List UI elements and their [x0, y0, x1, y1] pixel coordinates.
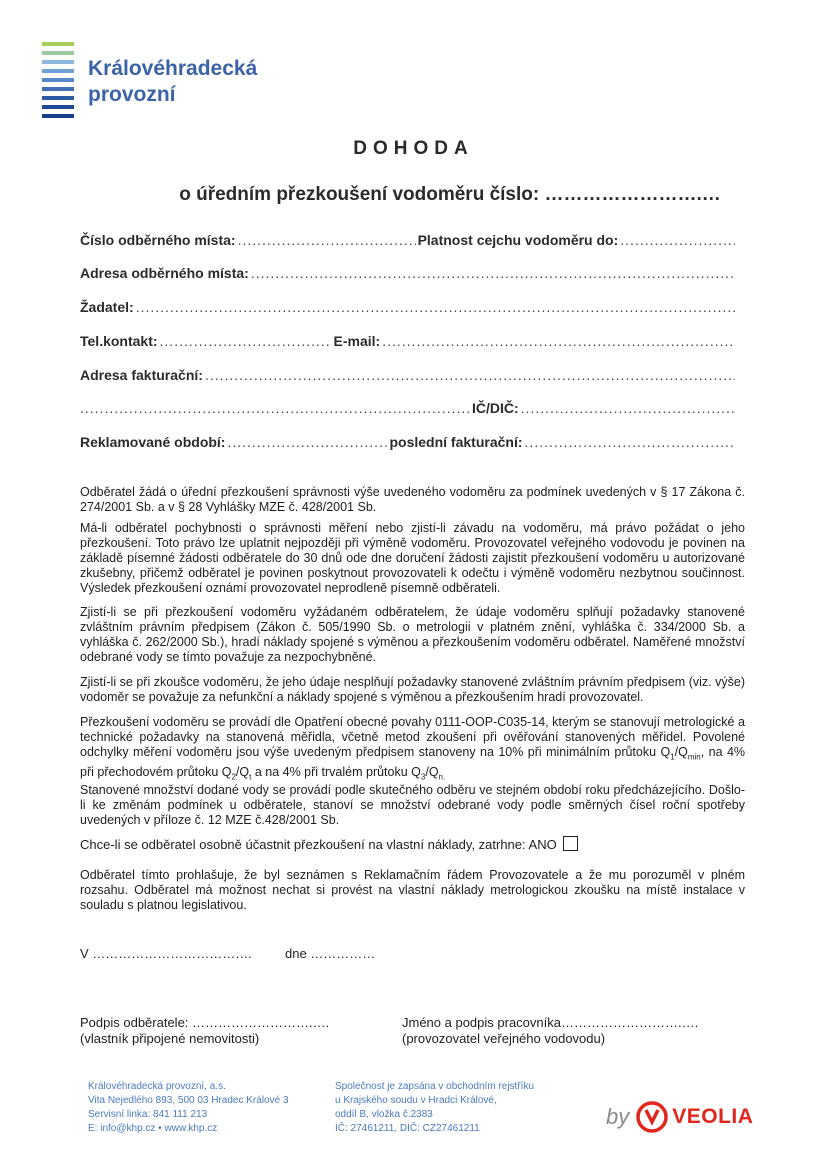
zadatel-label: Žadatel:	[80, 299, 134, 315]
form-row-obdobi	[80, 434, 737, 454]
paragraph-declaration: Odběratel tímto prohlašuje, že byl seznámen s Reklamačním řádem Provozovatele a že mu porozuměl v plném rozsahu. Odběratel má možnost nechat si provést na vlastní náklady metrologickou zkoušku na místě instalace v souladu s platnou legislativou.	[80, 868, 745, 912]
logo-bar	[42, 105, 74, 109]
form-row-kontakt	[80, 333, 737, 353]
document-title: DOHODA	[353, 138, 474, 159]
veolia-brand: VEOLIA	[672, 1105, 754, 1128]
veolia-emblem-icon	[635, 1100, 669, 1134]
form-row-ic-dic	[80, 400, 737, 420]
attend-question: Chce-li se odběratel osobně účastnit přezkoušení na vlastní náklady, zatrhne: ANO	[80, 837, 557, 852]
platnost-cejchu-label: Platnost cejchu vodoměru do:	[417, 232, 619, 248]
footer-company-info	[88, 1080, 289, 1136]
reklamovane-obdobi-label: Reklamované období:	[80, 434, 226, 450]
cislo-odberneho-mista-field[interactable]	[238, 232, 416, 248]
form-row-zadatel	[80, 299, 737, 319]
paragraph-attend	[80, 836, 745, 852]
ic-dic-label: IČ/DIČ:	[472, 400, 519, 416]
ano-checkbox[interactable]	[563, 836, 578, 851]
adresa-fakturacni-label: Adresa fakturační:	[80, 367, 203, 383]
ic-dic-field[interactable]	[521, 400, 735, 416]
posledni-fakturacni-label: poslední fakturační:	[389, 434, 523, 450]
tel-kontakt-field[interactable]	[160, 333, 332, 349]
footer-reg1: Společnost je zapsána v obchodním rejstříku	[335, 1081, 534, 1092]
paragraph-rights: Má-li odběratel pochybnosti o správnosti měření nebo zjistí-li závadu na vodoměru, má právo požádat o jeho přezkoušení. Toto právo lze uplatnit nejpozději při výměně vodoměru. Provozovatel veřejného vodovodu je povinen na základě písemné žádosti odběratele do 30 dnů ode dne doručení žádosti zajistit přezkoušení vodoměru u autorizované zkušebny, přičemž odběratel je povinen poskytnout provozovateli k odečtu i výměně vodoměru nezbytnou součinnost. Výsledek přezkoušení oznámí provozovatel neprodleně písemně odběrateli.	[80, 521, 745, 595]
customer-signature-note: (vlastník připojené nemovitosti)	[80, 1031, 260, 1046]
logo-line2: provozní	[88, 83, 176, 106]
zadatel-field[interactable]	[136, 299, 735, 315]
tel-kontakt-label: Tel.kontakt:	[80, 333, 158, 349]
email-label: E-mail:	[333, 333, 381, 349]
logo-bar	[42, 114, 74, 118]
adresa-odberneho-mista-field[interactable]	[251, 265, 735, 281]
footer-address: Vita Nejedlého 893, 500 03 Hradec Králové 3	[88, 1095, 289, 1106]
form-row-adresa-om	[80, 265, 737, 285]
logo-line1: Královéhradecká	[88, 57, 258, 80]
footer-company: Královéhradecká provozní, a.s.	[88, 1081, 226, 1092]
form-row-adresa-fakt	[80, 367, 737, 387]
worker-signature-note: (provozovatel veřejného vodovodu)	[402, 1031, 606, 1046]
paragraph-noncompliant: Zjistí-li se při zkoušce vodoměru, že jeho údaje nesplňují požadavky stanovené zvláštním právním předpisem (viz. výše) vodoměr se považuje za nefunkční a náklady spojené s výměnou a přezkoušením hradí provozovatel.	[80, 675, 745, 704]
logo-bar	[42, 78, 74, 82]
paragraph-request: Odběratel žádá o úřední přezkoušení správnosti výše uvedeného vodoměru za podmínek uvedených v § 17 Zákona č. 274/2001 Sb. a v § 28 Vyhlášky MZE č. 428/2001 Sb.	[80, 485, 745, 514]
form-row-cislo	[80, 232, 737, 252]
veolia-logo	[606, 1100, 753, 1134]
logo-bar	[42, 60, 74, 64]
customer-signature-label[interactable]: Podpis odběratele: ……………………….….	[80, 1015, 330, 1030]
email-field[interactable]	[382, 333, 735, 349]
paragraph-method: Přezkoušení vodoměru se provádí dle Opatření obecné povahy 0111-OOP-C035-14, kterým se stanovují metrologické a technické požadavky na stanovená měřidla, včetně metod zkoušení při ověřování stanovených měřidel. Povolené odchylky měření vodoměru jsou výše uvedeným předpisem stanoveny na 10% při minimálním průtoku $Q_1/Q_{min}$, na 4% při přechodovém průtoku $Q_2/Q_t$ a na 4% při trvalém průtoku $Q_3/Q_{n.}$	[80, 715, 746, 781]
company-logo-text	[88, 56, 257, 108]
worker-signature	[402, 1015, 698, 1047]
logo-bar	[42, 51, 74, 55]
customer-signature	[80, 1015, 329, 1047]
footer-reg4: IČ: 27461211, DIČ: CZ27461211	[335, 1123, 480, 1134]
cislo-odberneho-mista-label: Číslo odběrného místa:	[80, 232, 236, 248]
logo-bars	[42, 42, 74, 123]
by-text: by	[606, 1104, 630, 1129]
date-field[interactable]: dne ……………	[285, 946, 376, 961]
adresa-odberneho-mista-label: Adresa odběrného místa:	[80, 265, 249, 281]
logo-bar	[42, 87, 74, 91]
paragraph-quantity: Stanovené množství dodané vody se provádí podle skutečného odběru ve stejném období roku předcházejícího. Došlo-li ke změnám podmínek u odběratele, stanoví se množství odebrané vody podle směrných čísel roční spotřeby uvedených v příloze č. 12 MZE č.428/2001 Sb.	[80, 783, 745, 827]
logo-bar	[42, 69, 74, 73]
reklamovane-obdobi-field[interactable]	[227, 434, 387, 450]
logo-bar	[42, 96, 74, 100]
platnost-cejchu-field[interactable]	[620, 232, 735, 248]
footer-reg3: oddíl B, vložka č.2383	[335, 1109, 433, 1120]
adresa-fakturacni-field[interactable]	[205, 367, 735, 383]
place-field[interactable]: V ……………………………….	[80, 946, 252, 961]
worker-signature-label[interactable]: Jméno a podpis pracovníka……………………….….	[402, 1015, 699, 1030]
footer-contact: E: info@khp.cz • www.khp.cz	[88, 1123, 218, 1134]
posledni-fakturacni-field[interactable]	[525, 434, 736, 450]
footer-registration	[335, 1080, 534, 1136]
document-subtitle: o úředním přezkoušení vodoměru číslo: …………………….…	[179, 184, 721, 205]
adresa-fakturacni-field-2[interactable]	[80, 400, 470, 416]
footer-service: Servisní linka: 841 111 213	[88, 1109, 208, 1120]
paragraph-compliant: Zjistí-li se při přezkoušení vodoměru vyžádaném odběratelem, že údaje vodoměru splňují požadavky stanovené zvláštním právním předpisem (Zákon č. 505/1990 Sb. o metrologii v platném znění, vyhláška č. 334/2000 Sb. a vyhláška č. 262/2000 Sb.), hradí náklady spojené s výměnou a přezkoušením vodoměru odběratel. Naměřené množství odebrané vody se tímto považuje za nezpochybněné.	[80, 605, 745, 664]
logo-bar	[42, 42, 74, 46]
footer-reg2: u Krajského soudu v Hradci Králové,	[335, 1095, 497, 1106]
